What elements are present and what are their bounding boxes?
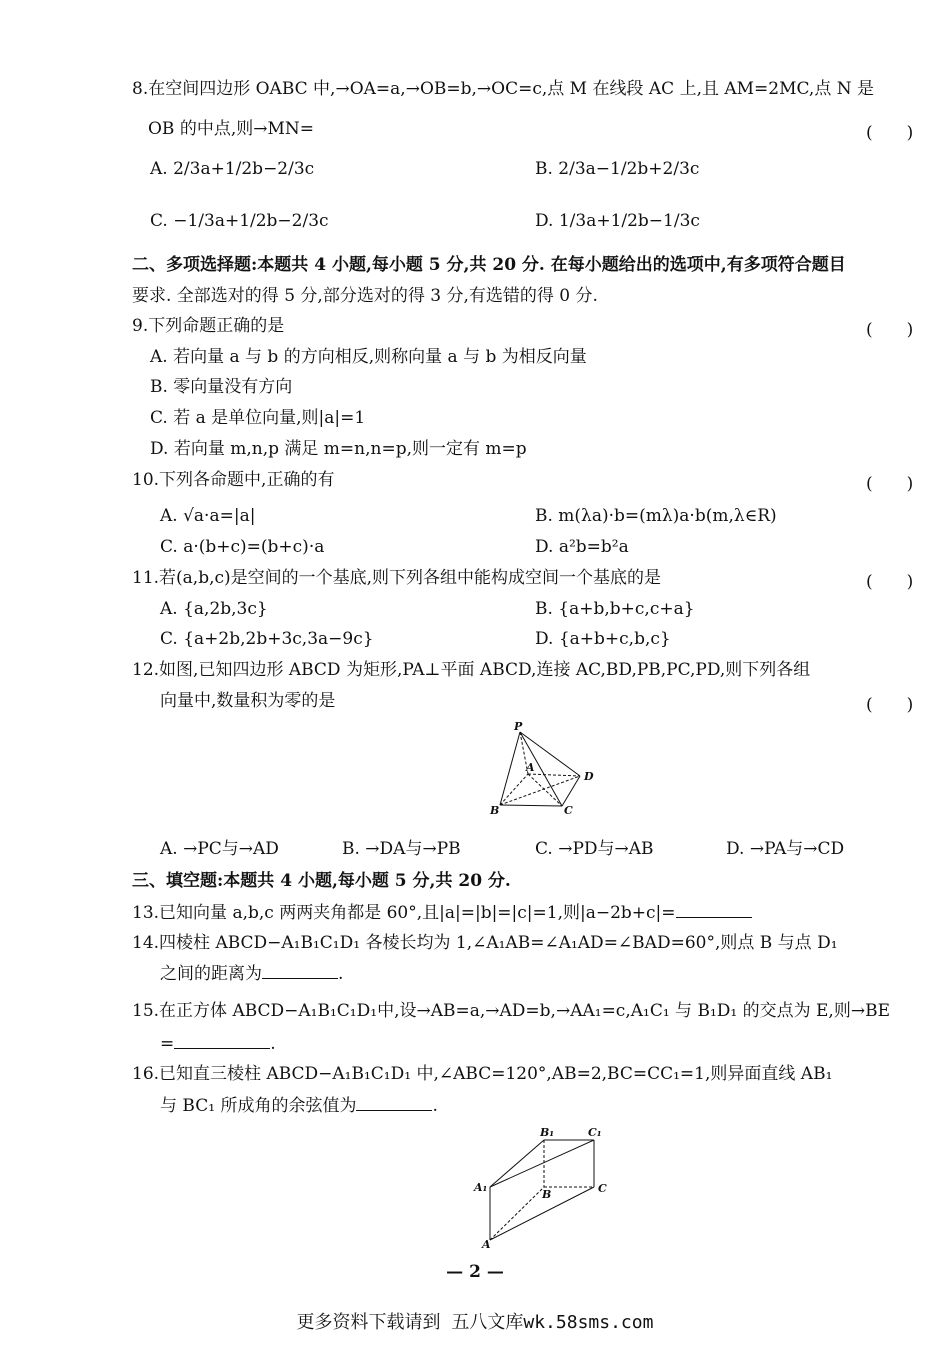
q10-answer-paren: ( ) [866,474,914,494]
q11-option-a: A. {a,2b,3c} [160,599,268,619]
q11-option-d: D. {a+b+c,b,c} [535,629,671,649]
q14-period: . [338,964,344,984]
q12-answer-paren: ( ) [866,695,914,715]
q10-option-a: A. √a·a=|a| [160,506,256,526]
label-c: C [564,804,573,817]
label-b: B [542,1188,552,1201]
label-a1: A₁ [474,1181,488,1194]
label-p: P [514,720,523,733]
prism-figure [470,1122,620,1252]
section2-heading: 二、多项选择题:本题共 4 小题,每小题 5 分,共 20 分. 在每小题给出的选项中,有多项符合题目 [132,255,846,275]
q9-option-d: D. 若向量 m,n,p 满足 m=n,n=p,则一定有 m=p [150,439,527,459]
q13-stem [132,901,752,924]
section3-heading: 三、填空题:本题共 4 小题,每小题 5 分,共 20 分. [132,871,511,891]
q8-option-a: A. 2/3a+1/2b−2/3c [150,159,315,179]
q10-option-d: D. a²b=b²a [535,537,629,557]
q13-text: 13.已知向量 a,b,c 两两夹角都是 60°,且|a|=|b|=|c|=1,则|a−2b+c|= [132,903,676,923]
q12-stem-line1: 12.如图,已知四边形 ABCD 为矩形,PA⊥平面 ABCD,连接 AC,BD,PB,PC,PD,则下列各组 [132,660,811,680]
q9-option-c: C. 若 a 是单位向量,则|a|=1 [150,408,366,428]
q15-line2 [160,1032,276,1055]
label-c: C [598,1182,607,1195]
label-a: A [482,1238,491,1251]
pyramid-figure [480,720,600,820]
q11-option-c: C. {a+2b,2b+3c,3a−9c} [160,629,374,649]
label-d: D [584,770,594,783]
footer-link[interactable]: 更多资料下载请到 五八文库wk.58sms.com [296,1312,654,1333]
q16-line1: 16.已知直三棱柱 ABCD−A₁B₁C₁D₁ 中,∠ABC=120°,AB=2,BC=CC₁=1,则异面直线 AB₁ [132,1064,833,1084]
q11-option-b: B. {a+b,b+c,c+a} [535,599,695,619]
q14-answer-blank[interactable] [262,962,338,979]
q8-stem-line1: 8.在空间四边形 OABC 中,→OA=a,→OB=b,→OC=c,点 M 在线段 AC 上,且 AM=2MC,点 N 是 [132,79,875,99]
q12-option-a: A. →PC与→AD [160,839,279,859]
q8-option-b: B. 2/3a−1/2b+2/3c [535,159,700,179]
q8-option-c: C. −1/3a+1/2b−2/3c [150,211,329,231]
label-b1: B₁ [540,1126,555,1139]
q15-period: . [270,1034,276,1054]
page-number: — 2 — [446,1262,504,1282]
q16-line2 [160,1094,438,1117]
section2-instructions: 要求. 全部选对的得 5 分,部分选对的得 3 分,有选错的得 0 分. [132,286,598,306]
q10-option-b: B. m(λa)·b=(mλ)a·b(m,λ∈R) [535,506,777,526]
q9-option-a: A. 若向量 a 与 b 的方向相反,则称向量 a 与 b 为相反向量 [150,347,587,367]
q16-period: . [432,1096,438,1116]
q10-stem: 10.下列各命题中,正确的有 [132,470,335,490]
q16-text: 与 BC₁ 所成角的余弦值为 [160,1096,357,1116]
q8-answer-paren: ( ) [866,123,914,143]
q11-answer-paren: ( ) [866,572,914,592]
q8-option-d: D. 1/3a+1/2b−1/3c [535,211,700,231]
label-b: B [490,804,500,817]
label-c1: C₁ [588,1126,602,1139]
q14-text: 之间的距离为 [160,964,262,984]
q13-answer-blank[interactable] [676,901,752,918]
q15-answer-blank[interactable] [174,1032,270,1049]
q12-option-b: B. →DA与→PB [342,839,461,859]
q15-text: = [160,1034,175,1054]
q9-answer-paren: ( ) [866,320,914,340]
q12-option-c: C. →PD与→AB [535,839,654,859]
q12-stem-line2: 向量中,数量积为零的是 [160,691,336,711]
q11-stem: 11.若(a,b,c)是空间的一个基底,则下列各组中能构成空间一个基底的是 [132,568,662,588]
q15-line1: 15.在正方体 ABCD−A₁B₁C₁D₁中,设→AB=a,→AD=b,→AA₁=c,A₁C₁ 与 B₁D₁ 的交点为 E,则→BE [132,1001,890,1021]
q8-stem-line2: OB 的中点,则→MN= [148,119,315,139]
q12-option-d: D. →PA与→CD [726,839,845,859]
label-a: A [526,761,535,774]
q9-stem: 9.下列命题正确的是 [132,316,285,336]
q16-answer-blank[interactable] [356,1094,432,1111]
q9-option-b: B. 零向量没有方向 [150,377,293,397]
q14-line1: 14.四棱柱 ABCD−A₁B₁C₁D₁ 各棱长均为 1,∠A₁AB=∠A₁AD=∠BAD=60°,则点 B 与点 D₁ [132,933,838,953]
q14-line2 [160,962,343,985]
q10-option-c: C. a·(b+c)=(b+c)·a [160,537,325,557]
